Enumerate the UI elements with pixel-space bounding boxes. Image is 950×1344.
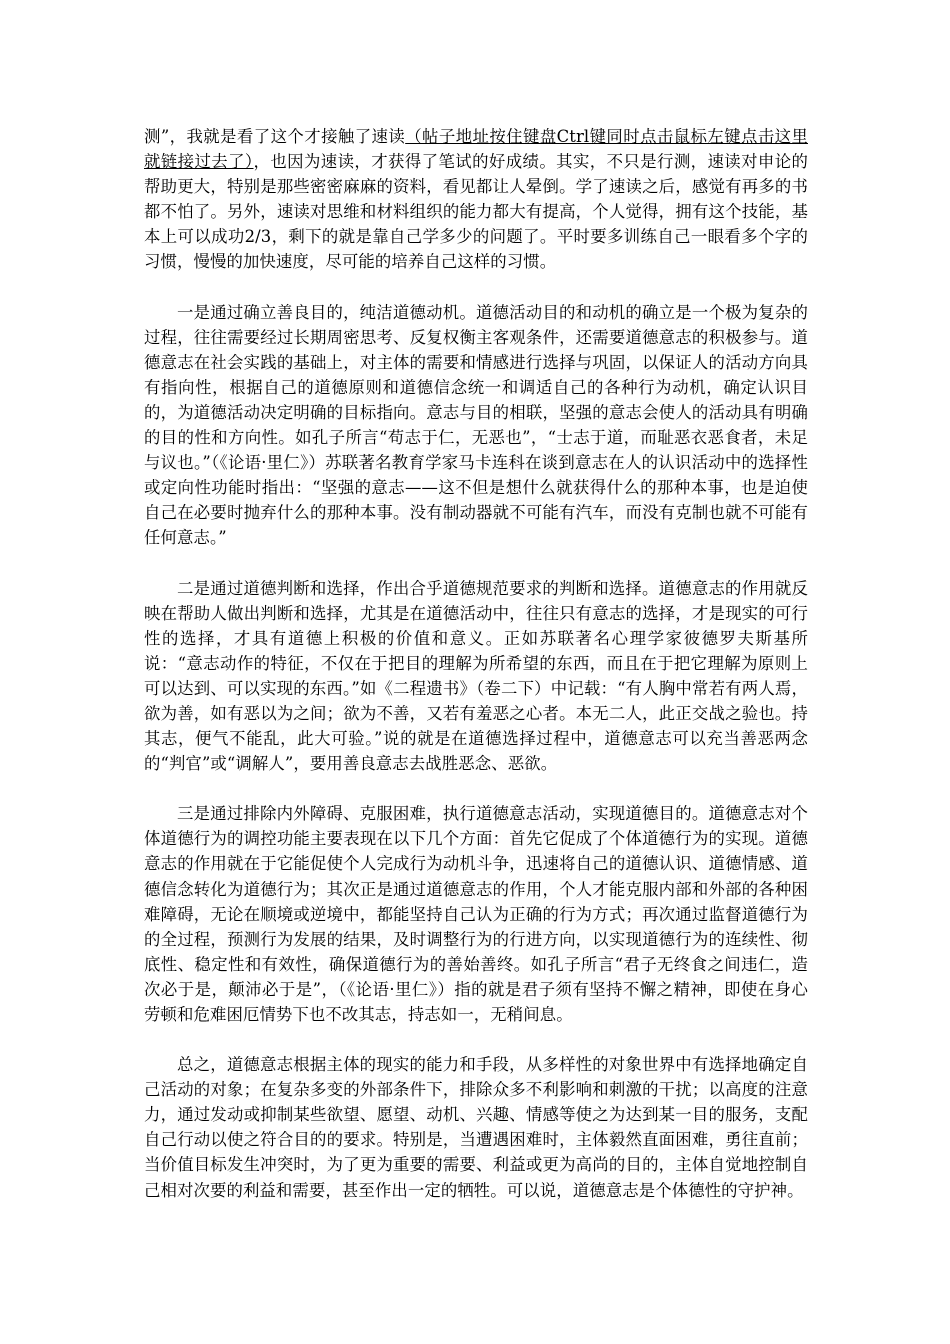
- paragraph-spacer: [144, 1027, 808, 1052]
- paragraph-purpose-motive: 一是通过确立善良目的，纯洁道德动机。道德活动目的和动机的确立是一个极为复杂的过程，往往需要经过长期周密思考、反复权衡主客观条件，还需要道德意志的积极参与。道德意志在社会实践的基础上，对主体的需要和情感进行选择与巩固，以保证人的活动方向具有指向性，根据自己的道德原则和道德信念统一和调适自己的各种行为动机，确定认识目的，为道德活动决定明确的目标指向。意志与目的相联，坚强的意志会使人的活动具有明确的目的性和方向性。如孔子所言“苟志于仁，无恶也”，“士志于道，而耻恶衣恶食者，未足与议也。”（《论语·里仁》）苏联著名教育学家马卡连科在谈到意志在人的认识活动中的选择性或定向性功能时指出：“坚强的意志——这不但是想什么就获得什么的那种本事，也是迫使自己在必要时抛弃什么的那种本事。没有制动器就不可能有汽车，而没有克制也就不可能有任何意志。”: [144, 302, 808, 548]
- intro-paragraph: [144, 124, 808, 275]
- post-address-link[interactable]: （帖子地址按住键盘Ctrl键同时点击鼠标左键点击这里就链接过去了）: [144, 127, 808, 172]
- document-page: [144, 124, 808, 1203]
- paragraph-spacer: [144, 275, 808, 300]
- intro-text-before-link: 测”，我就是看了这个才接触了速读: [144, 127, 406, 146]
- intro-text-after-link: ，也因为速读，才获得了笔试的好成绩。其实，不只是行测，速读对申论的帮助更大，特别是那些密密麻麻的资料，看见都让人晕倒。学了速读之后，感觉有再多的书都不怕了。另外，速读对思维和材料组织的能力都大有提高，个人觉得，拥有这个技能，基本上可以成功2/3，剩下的就是靠自己学多少的问题了。平时要多训练自己一眼看多个字的习惯，慢慢的加快速度，尽可能的培养自己这样的习惯。: [144, 152, 808, 272]
- paragraph-conclusion: 总之，道德意志根据主体的现实的能力和手段，从多样性的对象世界中有选择地确定自己活动的对象；在复杂多变的外部条件下，排除众多不利影响和刺激的干扰；以高度的注意力，通过发动或抑制某些欲望、愿望、动机、兴趣、情感等使之为达到某一目的服务，支配自己行动以使之符合目的的要求。特别是，当遭遇困难时，主体毅然直面困难，勇往直前；当价值目标发生冲突时，为了更为重要的需要、利益或更为高尚的目的，主体自觉地控制自己相对次要的利益和需要，甚至作出一定的牺牲。可以说，道德意志是个体德性的守护神。: [144, 1055, 808, 1200]
- paragraph-spacer: [144, 551, 808, 576]
- paragraph-overcome-obstacles: 三是通过排除内外障碍、克服困难，执行道德意志活动，实现道德目的。道德意志对个体道德行为的调控功能主要表现在以下几个方面：首先它促成了个体道德行为的实现。道德意志的作用就在于它能促使个人完成行为动机斗争，迅速将自己的道德认识、道德情感、道德信念转化为道德行为；其次正是通过道德意志的作用，个人才能克服内部和外部的各种困难障碍，无论在顺境或逆境中，都能坚持自己认为正确的行为方式；再次通过监督道德行为的全过程，预测行为发展的结果，及时调整行为的行进方向，以实现道德行为的连续性、彻底性、稳定性和有效性，确保道德行为的善始善终。如孔子所言“君子无终食之间违仁，造次必于是，颠沛必于是”，（《论语·里仁》）指的就是君子须有坚持不懈之精神，即使在身心劳顿和危难困厄情势下也不改其志，持志如一，无稍间息。: [144, 804, 808, 1024]
- paragraph-judgment-choice: 二是通过道德判断和选择，作出合乎道德规范要求的判断和选择。道德意志的作用就反映在帮助人做出判断和选择，尤其是在道德活动中，往往只有意志的选择，才是现实的可行性的选择，才具有道德上积极的价值和意义。正如苏联著名心理学家彼德罗夫斯基所说：“意志动作的特征，不仅在于把目的理解为所希望的东西，而且在于把它理解为原则上可以达到、可以实现的东西。”如《二程遗书》（卷二下）中记载：“有人胸中常若有两人焉，欲为善，如有恶以为之间；欲为不善，又若有羞恶之心者。本无二人，此正交战之验也。持其志，便气不能乱，此大可验。”说的就是在道德选择过程中，道德意志可以充当善恶两念的“判官”或“调解人”，要用善良意志去战胜恶念、恶欲。: [144, 578, 808, 774]
- paragraph-spacer: [144, 776, 808, 801]
